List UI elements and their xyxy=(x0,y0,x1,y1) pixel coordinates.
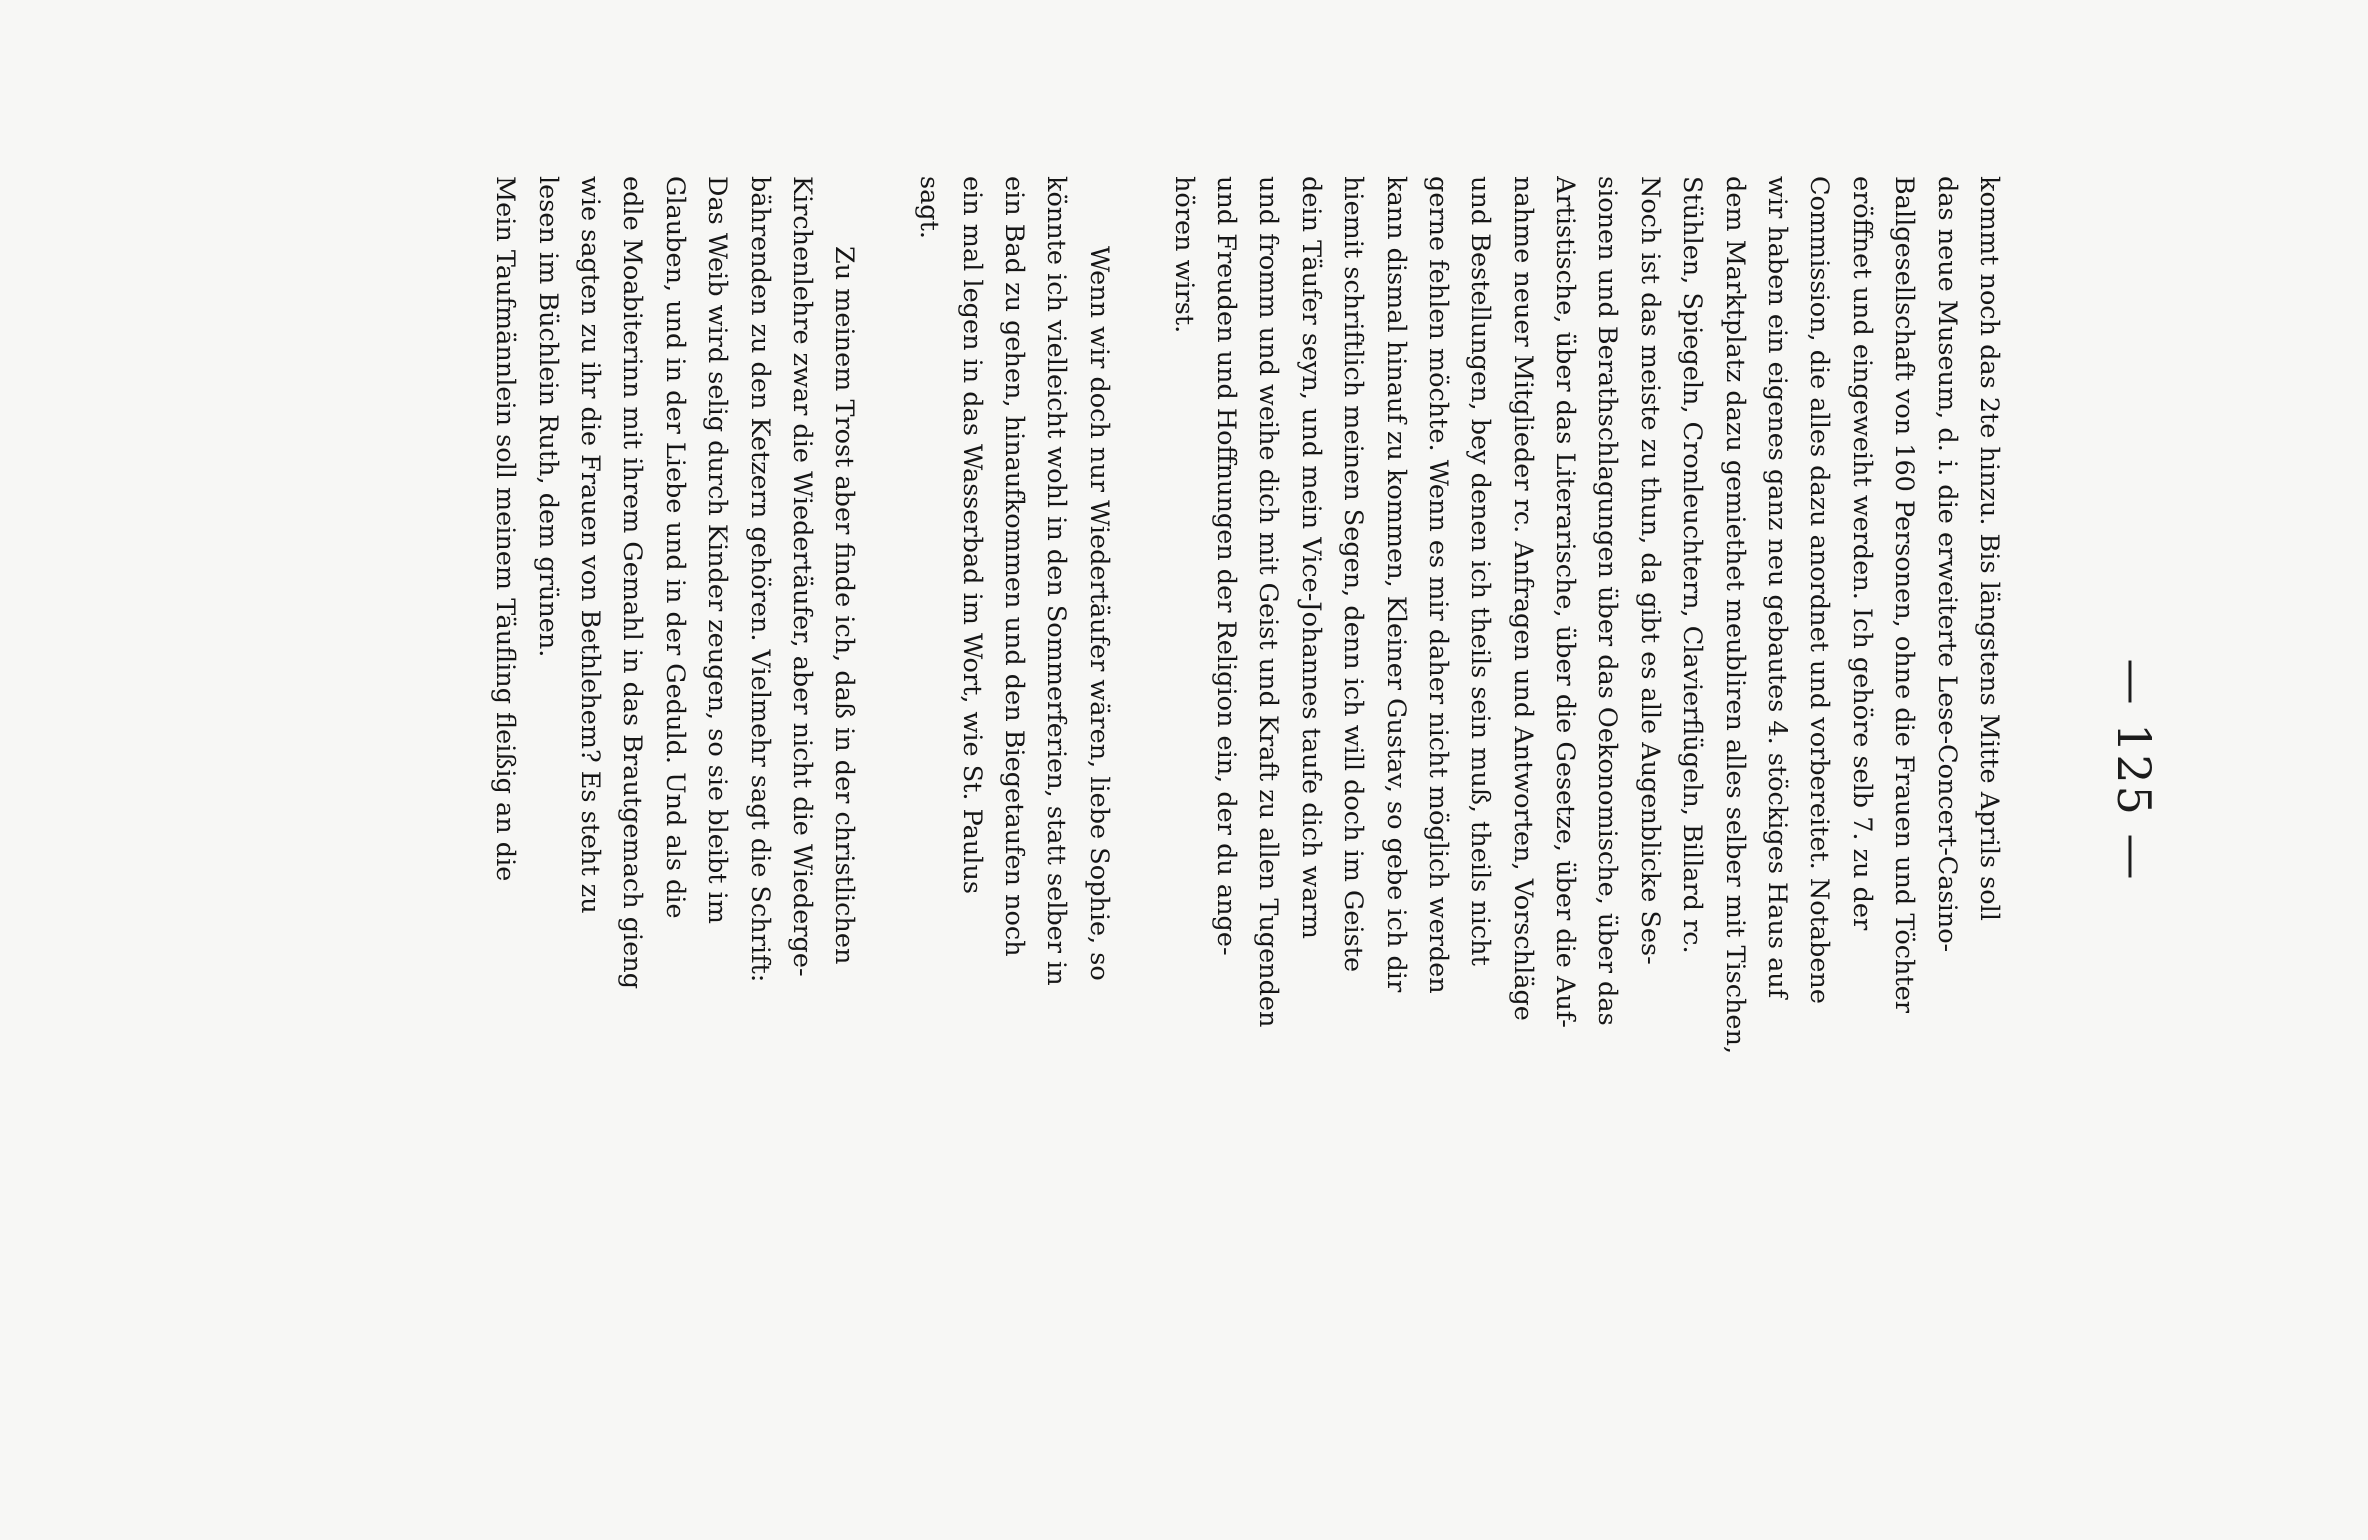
text-line: Das Weib wird selig durch Kinder zeugen, so sie bleibt im xyxy=(702,176,733,924)
text-line: könnte ich vielleicht wohl in den Sommerferien, statt selber in xyxy=(1041,176,1072,986)
text-line: Commission, die alles dazu anordnet und vorbereitet. Notabene xyxy=(1804,176,1835,1004)
text-line: Zu meinem Trost aber finde ich, daß in der christlichen xyxy=(829,246,860,965)
text-line: wir haben ein eigenes ganz neu gebautes 4. stöckiges Haus auf xyxy=(1762,176,1793,999)
text-line: das neue Museum, d. i. die erweiterte Lese-Concert-Casino- xyxy=(1931,176,1962,953)
text-line: gerne fehlen möchte. Wenn es mir daher nicht möglich werden xyxy=(1422,176,1453,994)
paragraph xyxy=(1162,176,2010,1366)
text-line: lesen im Büchlein Ruth, dem grünen. xyxy=(532,176,563,658)
text-line: ein Bad zu gehen, hinaufkommen und den Biegetaufen noch xyxy=(999,176,1030,957)
text-line: Glauben, und in der Liebe und in der Geduld. Und als die xyxy=(659,176,690,919)
text-line: bährenden zu den Ketzern gehören. Vielmehr sagt die Schrift: xyxy=(744,176,775,983)
text-line: edle Moabiterinn mit ihrem Gemahl in das Brautgemach gieng xyxy=(617,176,648,990)
text-line: hiemit schriftlich meinen Segen, denn ich will doch im Geiste xyxy=(1338,176,1369,973)
rotated-page-content xyxy=(205,0,2185,1540)
text-line: Artistische, über das Literarische, über die Gesetze, über die Auf- xyxy=(1550,176,1581,1028)
text-line: hören wirst. xyxy=(1168,176,1199,334)
text-line: Noch ist das meiste zu thun, da gibt es alle Augenblicke Ses- xyxy=(1634,176,1665,965)
text-line: und Bestellungen, bey denen ich theils sein muß, theils nicht xyxy=(1465,176,1496,966)
text-line: sionen und Berathschlagungen über das Oekonomische, über das xyxy=(1592,176,1623,1026)
text-line: ein mal legen in das Wasserbad im Wort, wie St. Paulus xyxy=(956,176,987,894)
text-line: dem Marktplatz dazu gemiethet meubliren alles selber mit Tischen, xyxy=(1719,176,1750,1055)
text-line: Ballgesellschaft von 160 Personen, ohne die Frauen und Töchter xyxy=(1889,176,1920,1013)
text-line: wie sagten zu ihr die Frauen von Bethlehem? Es steht zu xyxy=(575,176,606,914)
page-number: — 125 — xyxy=(2107,658,2161,882)
paragraph-spacer xyxy=(1120,176,1162,1366)
text-line: Wenn wir doch nur Wiedertäufer wären, liebe Sophie, so xyxy=(1083,246,1114,981)
body-text xyxy=(484,176,2010,1366)
paragraph xyxy=(908,176,1120,1366)
text-line: Mein Taufmännlein soll meinem Täufling fleißig an die xyxy=(490,176,521,882)
paragraph xyxy=(484,176,866,1366)
text-line: Kirchenlehre zwar die Wiedertäufer, aber nicht die Wiederge- xyxy=(787,176,818,977)
text-line: Stühlen, Spiegeln, Cronleuchtern, Clavierflügeln, Billard rc. xyxy=(1677,176,1708,954)
text-line: eröffnet und eingeweiht werden. Ich gehöre selb 7. zu der xyxy=(1846,176,1877,931)
text-line: und Freuden und Hoffnungen der Religion ein, der du ange- xyxy=(1210,176,1241,956)
text-line: kann dismal hinauf zu kommen, Kleiner Gustav, so gebe ich dir xyxy=(1380,176,1411,993)
text-line: nahme neuer Mitglieder rc. Anfragen und Antworten, Vorschläge xyxy=(1507,176,1538,1021)
text-line: sagt. xyxy=(914,176,945,239)
paragraph-spacer xyxy=(865,176,907,1366)
text-line: kommt noch das 2te hinzu. Bis längstens Mitte Aprils soll xyxy=(1974,176,2004,921)
text-line: dein Täufer seyn, und mein Vice-Johannes taufe dich warm xyxy=(1295,176,1326,939)
text-line: und fromm und weihe dich mit Geist und Kraft zu allen Tugenden xyxy=(1253,176,1284,1028)
